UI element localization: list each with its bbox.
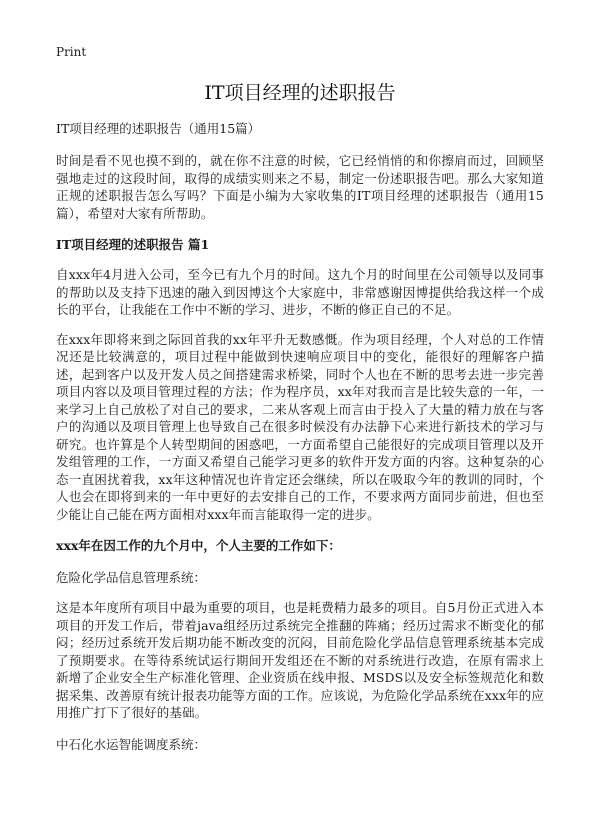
- section-heading-part1: IT项目经理的述职报告 篇1: [56, 237, 210, 252]
- paragraph-2: 在xxx年即将来到之际回首我的xx年平升无数感慨。作为项目经理，个人对总的工作情况还是比较满意的，项目过程中能做到快速响应项目中的变化，能很好的理解客户描述，起到客户以及开发人员之间搭建需求桥梁，同时个人也在不断的思考去进一步完善项目内容以及项目管理过程的方法；作为程序员，xx年对我而言是比较失意的一年，一来学习上自己放松了对自己的要求，二来从客观上而言由于投入了大量的精力放在与客户的沟通以及项目管理上也导致自己在很多时候没有办法静下心来进行新技术的学习与研究。也许算是个人转型期间的困惑吧，一方面希望自己能很好的完成项目管理以及开发组管理的工作，一方面又希望自己能学习更多的软件开发方面的内容。这种复杂的心态一直困扰着我，xx年这种情况也许肯定还会继续，所以在吸取今年的教训的同时，个人也会在即将到来的一年中更好的去安排自己的工作，不要求两方面同步前进，但也至少能让自己能在两方面相对xxx年而言能取得一定的进步。: [56, 331, 544, 522]
- intro-paragraph: 时间是看不见也摸不到的，就在你不注意的时候，它已经悄悄的和你擦肩而过，回顾坚强地走过的这段时间，取得的成绩实则来之不易，制定一份述职报告吧。那么大家知道正规的述职报告怎么写吗？下面是小编为大家收集的IT项目经理的述职报告（通用15篇），希望对大家有所帮助。: [56, 153, 544, 221]
- page-title: IT项目经理的述职报告: [204, 82, 396, 104]
- print-link[interactable]: Print: [56, 45, 87, 59]
- section-heading-main-work: xxx年在因工作的九个月中，个人主要的工作如下：: [56, 538, 341, 553]
- paragraph-1: 自xxx年4月进入公司，至今已有九个月的时间。这九个月的时间里在公司领导以及同事的帮助以及支持下迅速的融入到因博这个大家庭中，非常感谢因博提供给我这样一个成长的平台，让我能在工作中不断的学习、进步，不断的修正自己的不足。: [56, 267, 544, 317]
- paragraph-3: 这是本年度所有项目中最为重要的项目，也是耗费精力最多的项目。自5月份正式进入本项目的开发工作后，带着java组经历过系统完全推翻的阵痛；经历过需求不断变化的郁闷；经历过系统开发后期功能不断改变的沉闷，目前危险化学品信息管理系统基本完成了预期要求。在等待系统试运行期间开发组还在不断的对系统进行改造，在原有需求上新增了企业安全生产标准化管理、企业资质在线申报、MSDS以及安全标签规范化和数据采集、改善原有统计报表功能等方面的工作。应该说，为危险化学品系统在xxx年的应用推广打下了很好的基础。: [56, 600, 544, 720]
- document-subtitle: IT项目经理的述职报告（通用15篇）: [56, 121, 261, 136]
- item-heading-shipping-system: 中石化水运智能调度系统：: [56, 736, 207, 752]
- item-heading-hazmat-system: 危险化学品信息管理系统：: [56, 570, 207, 585]
